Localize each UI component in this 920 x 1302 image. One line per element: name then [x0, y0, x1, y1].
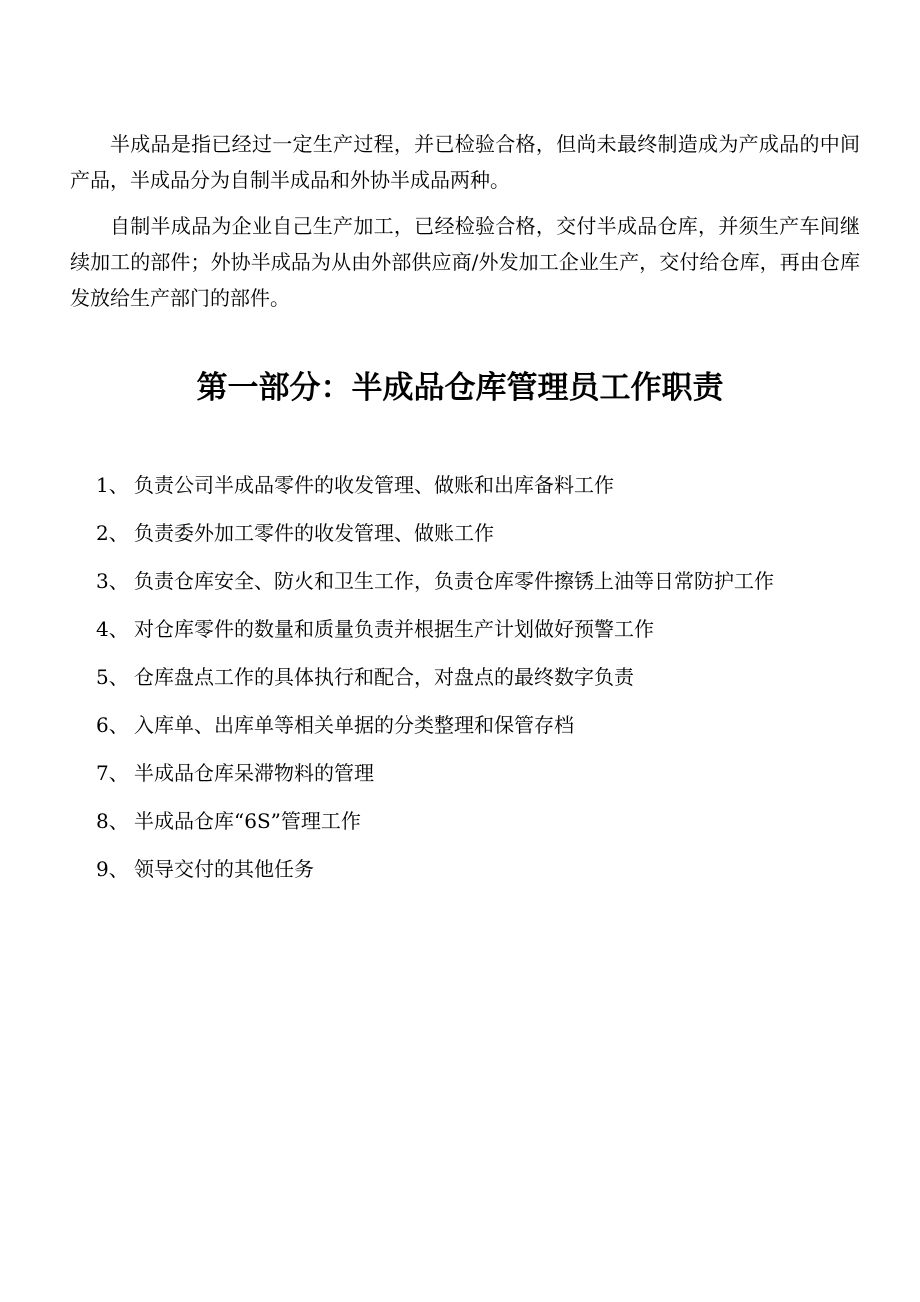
duty-number: 6、 — [96, 713, 129, 737]
duty-item — [96, 701, 866, 749]
duty-number: 1、 — [96, 473, 129, 497]
duty-item — [96, 797, 866, 845]
section-heading: 第一部分：半成品仓库管理员工作职责 — [196, 370, 724, 406]
duty-item — [96, 653, 866, 701]
duty-item — [96, 749, 866, 797]
duty-number: 7、 — [96, 761, 129, 785]
duty-text: 对仓库零件的数量和质量负责并根据生产计划做好预警工作 — [134, 617, 654, 641]
duty-number: 4、 — [96, 617, 129, 641]
duties-list — [96, 461, 866, 893]
duty-item — [96, 509, 866, 557]
duty-number: 3、 — [96, 569, 129, 593]
duty-text: 半成品仓库“6S”管理工作 — [134, 809, 361, 833]
duty-text: 仓库盘点工作的具体执行和配合，对盘点的最终数字负责 — [134, 665, 634, 689]
duty-number: 8、 — [96, 809, 129, 833]
intro-section — [70, 126, 860, 326]
duty-text: 入库单、出库单等相关单据的分类整理和保管存档 — [134, 713, 574, 737]
intro-paragraph-semi-finished-types: 自制半成品为企业自己生产加工，已经检验合格，交付半成品仓库，并须生产车间继续加工的部件；外协半成品为从由外部供应商/外发加工企业生产，交付给仓库，再由仓库发放给生产部门的部件。 — [70, 214, 860, 310]
duty-item — [96, 605, 866, 653]
duty-item — [96, 461, 866, 509]
duty-number: 2、 — [96, 521, 129, 545]
duty-text: 负责仓库安全、防火和卫生工作，负责仓库零件擦锈上油等日常防护工作 — [134, 569, 774, 593]
duty-text: 负责公司半成品零件的收发管理、做账和出库备料工作 — [134, 473, 614, 497]
duty-number: 9、 — [96, 857, 129, 881]
duty-item — [96, 845, 866, 893]
duty-item — [96, 557, 866, 605]
duty-text: 负责委外加工零件的收发管理、做账工作 — [134, 521, 494, 545]
duty-text: 领导交付的其他任务 — [134, 857, 314, 881]
duty-text: 半成品仓库呆滞物料的管理 — [134, 761, 374, 785]
duty-number: 5、 — [96, 665, 129, 689]
intro-paragraph-semi-finished-definition: 半成品是指已经过一定生产过程，并已检验合格，但尚未最终制造成为产成品的中间产品，半成品分为自制半成品和外协半成品两种。 — [70, 132, 860, 192]
